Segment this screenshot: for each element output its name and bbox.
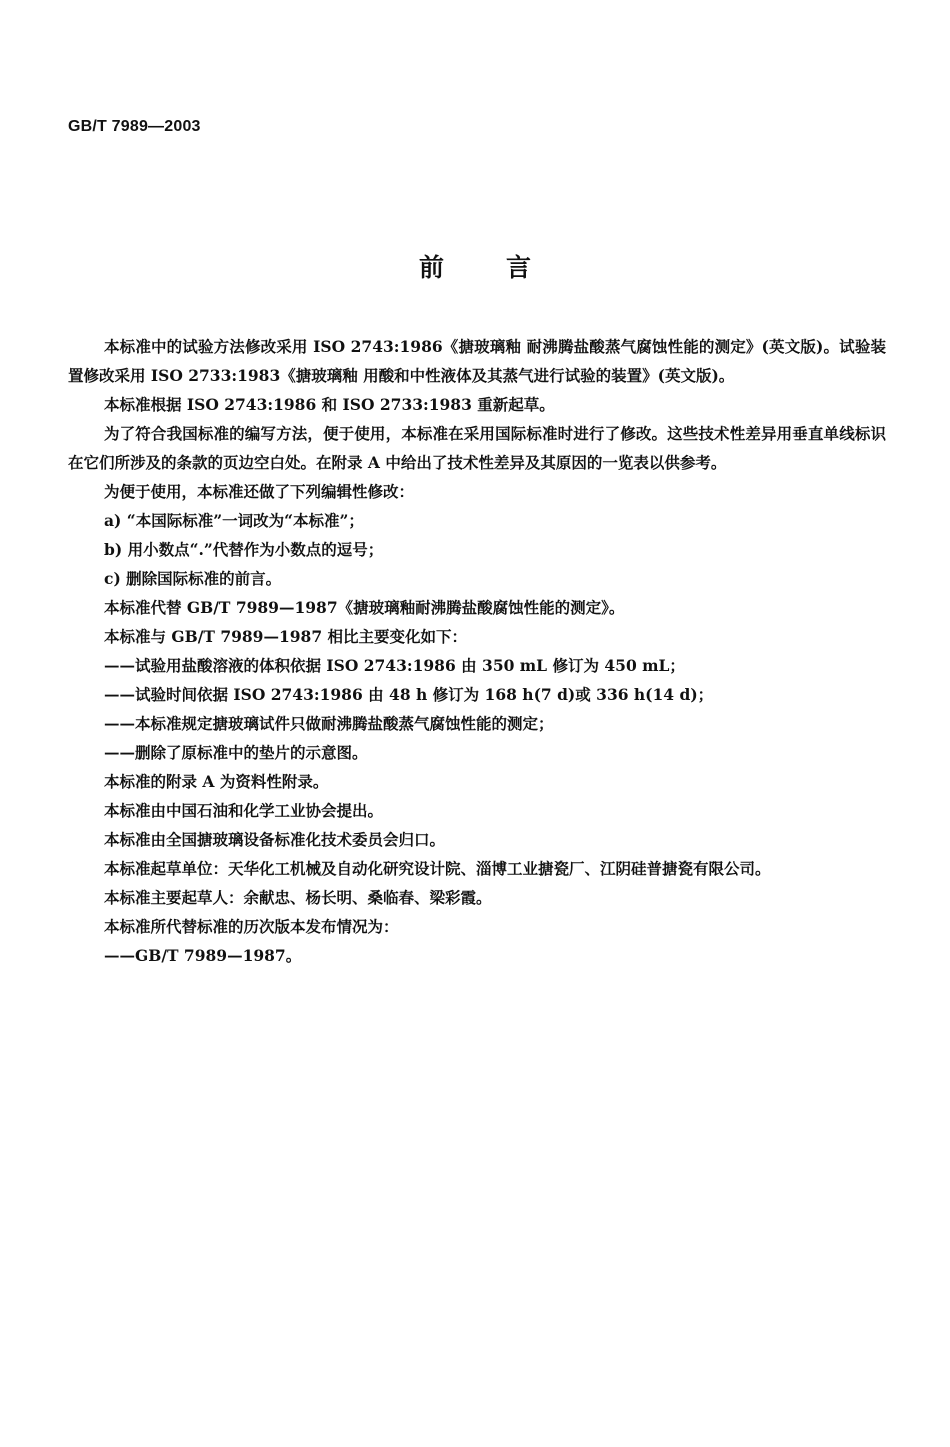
- list-item: b) 用小数点“.”代替作为小数点的逗号；: [104, 540, 384, 559]
- page-title: 前言: [418, 253, 593, 282]
- paragraph-technical-differences: 为了符合我国标准的编写方法，便于使用，本标准在采用国际标准时进行了修改。这些技术性差异用垂直单线标识在它们所涉及的条款的页边空白处。在附录 A 中给出了技术性差异及其原因的一览表以供参考。: [68, 424, 886, 472]
- paragraph-adoption: 本标准中的试验方法修改采用 ISO 2743:1986《搪玻璃釉 耐沸腾盐酸蒸气腐蚀性能的测定》(英文版)。试验装置修改采用 ISO 2733:1983《搪玻璃釉 用酸和中性液体及其蒸气进行试验的装置》(英文版)。: [68, 337, 886, 385]
- paragraph-administered-by: 本标准由全国搪玻璃设备标准化技术委员会归口。: [104, 830, 446, 849]
- paragraph-drafters: 本标准主要起草人：余献忠、杨长明、桑临春、梁彩霞。: [104, 888, 492, 907]
- list-item: a) “本国际标准”一词改为“本标准”；: [104, 511, 364, 530]
- list-item: ——GB/T 7989—1987。: [104, 946, 302, 965]
- paragraph-history-intro: 本标准所代替标准的历次版本发布情况为：: [104, 917, 399, 936]
- document-body: [68, 332, 886, 970]
- list-item: ——本标准规定搪玻璃试件只做耐沸腾盐酸蒸气腐蚀性能的测定；: [104, 714, 554, 733]
- paragraph-editorial-intro: 为便于使用，本标准还做了下列编辑性修改：: [104, 482, 415, 501]
- list-item: c) 删除国际标准的前言。: [104, 569, 282, 588]
- paragraph-proposed-by: 本标准由中国石油和化学工业协会提出。: [104, 801, 384, 820]
- list-item: ——试验时间依据 ISO 2743:1986 由 48 h 修订为 168 h(7 d)或 336 h(14 d)；: [104, 685, 714, 704]
- paragraph-annex: 本标准的附录 A 为资料性附录。: [104, 772, 329, 791]
- paragraph-replaces: 本标准代替 GB/T 7989—1987《搪玻璃釉耐沸腾盐酸腐蚀性能的测定》。: [104, 598, 625, 617]
- list-item: ——试验用盐酸溶液的体积依据 ISO 2743:1986 由 350 mL 修订为 450 mL；: [104, 656, 685, 675]
- paragraph-redraft: 本标准根据 ISO 2743:1986 和 ISO 2733:1983 重新起草。: [104, 395, 555, 414]
- list-item: ——删除了原标准中的垫片的示意图。: [104, 743, 368, 762]
- paragraph-changes-intro: 本标准与 GB/T 7989—1987 相比主要变化如下：: [104, 627, 468, 646]
- paragraph-drafting-units: 本标准起草单位：天华化工机械及自动化研究设计院、淄博工业搪瓷厂、江阴硅普搪瓷有限公司。: [104, 859, 771, 878]
- standard-code: GB/T 7989—2003: [68, 118, 201, 135]
